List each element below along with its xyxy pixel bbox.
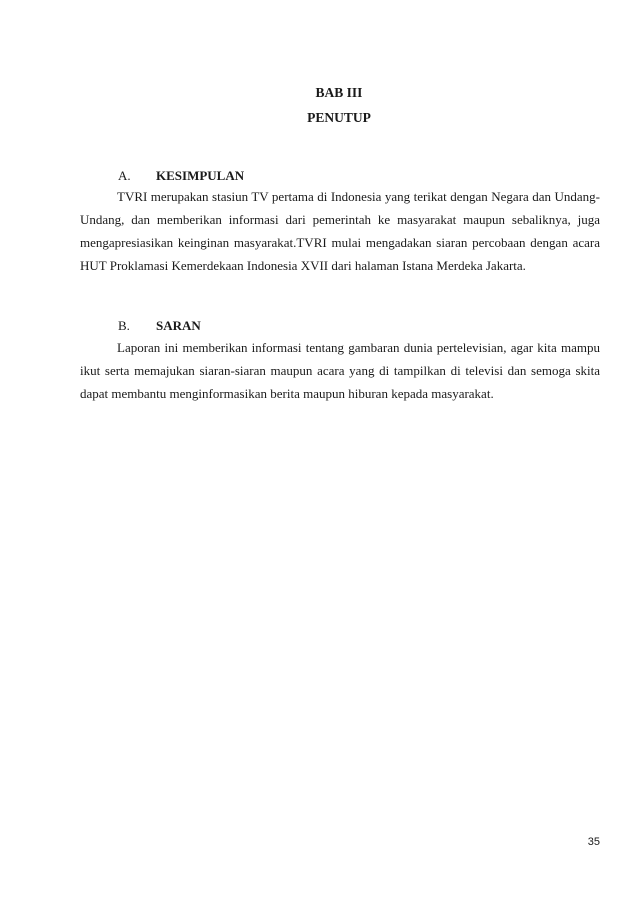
section-heading-kesimpulan [118,168,244,184]
section-title: KESIMPULAN [156,168,245,183]
page-number: 35 [587,836,600,848]
section-heading-saran [118,318,201,334]
section-title: SARAN [156,318,201,333]
section-paragraph-kesimpulan: TVRI merupakan stasiun TV pertama di Indonesia yang terikat dengan Negara dan Undang-Undang, dan memberikan informasi dari pemerintah ke masyarakat maupun sebaliknya, juga mengapresiasikan keinginan masyarakat.TVRI mulai mengadakan siaran percobaan dengan acara HUT Proklamasi Kemerdekaan Indonesia XVII dari halaman Istana Merdeka Jakarta. [80,189,600,273]
section-letter: B. [118,318,130,333]
chapter-label: BAB III [315,85,363,100]
section-paragraph-saran: Laporan ini memberikan informasi tentang gambaran dunia pertelevisian, agar kita mampu ikut serta memajukan siaran-siaran maupun acara yang di tampilkan di televisi dan semoga skita dapat membantu menginformasikan berita maupun hiburan kepada masyarakat. [80,340,600,401]
chapter-title: PENUTUP [307,110,371,125]
section-letter: A. [118,168,131,183]
